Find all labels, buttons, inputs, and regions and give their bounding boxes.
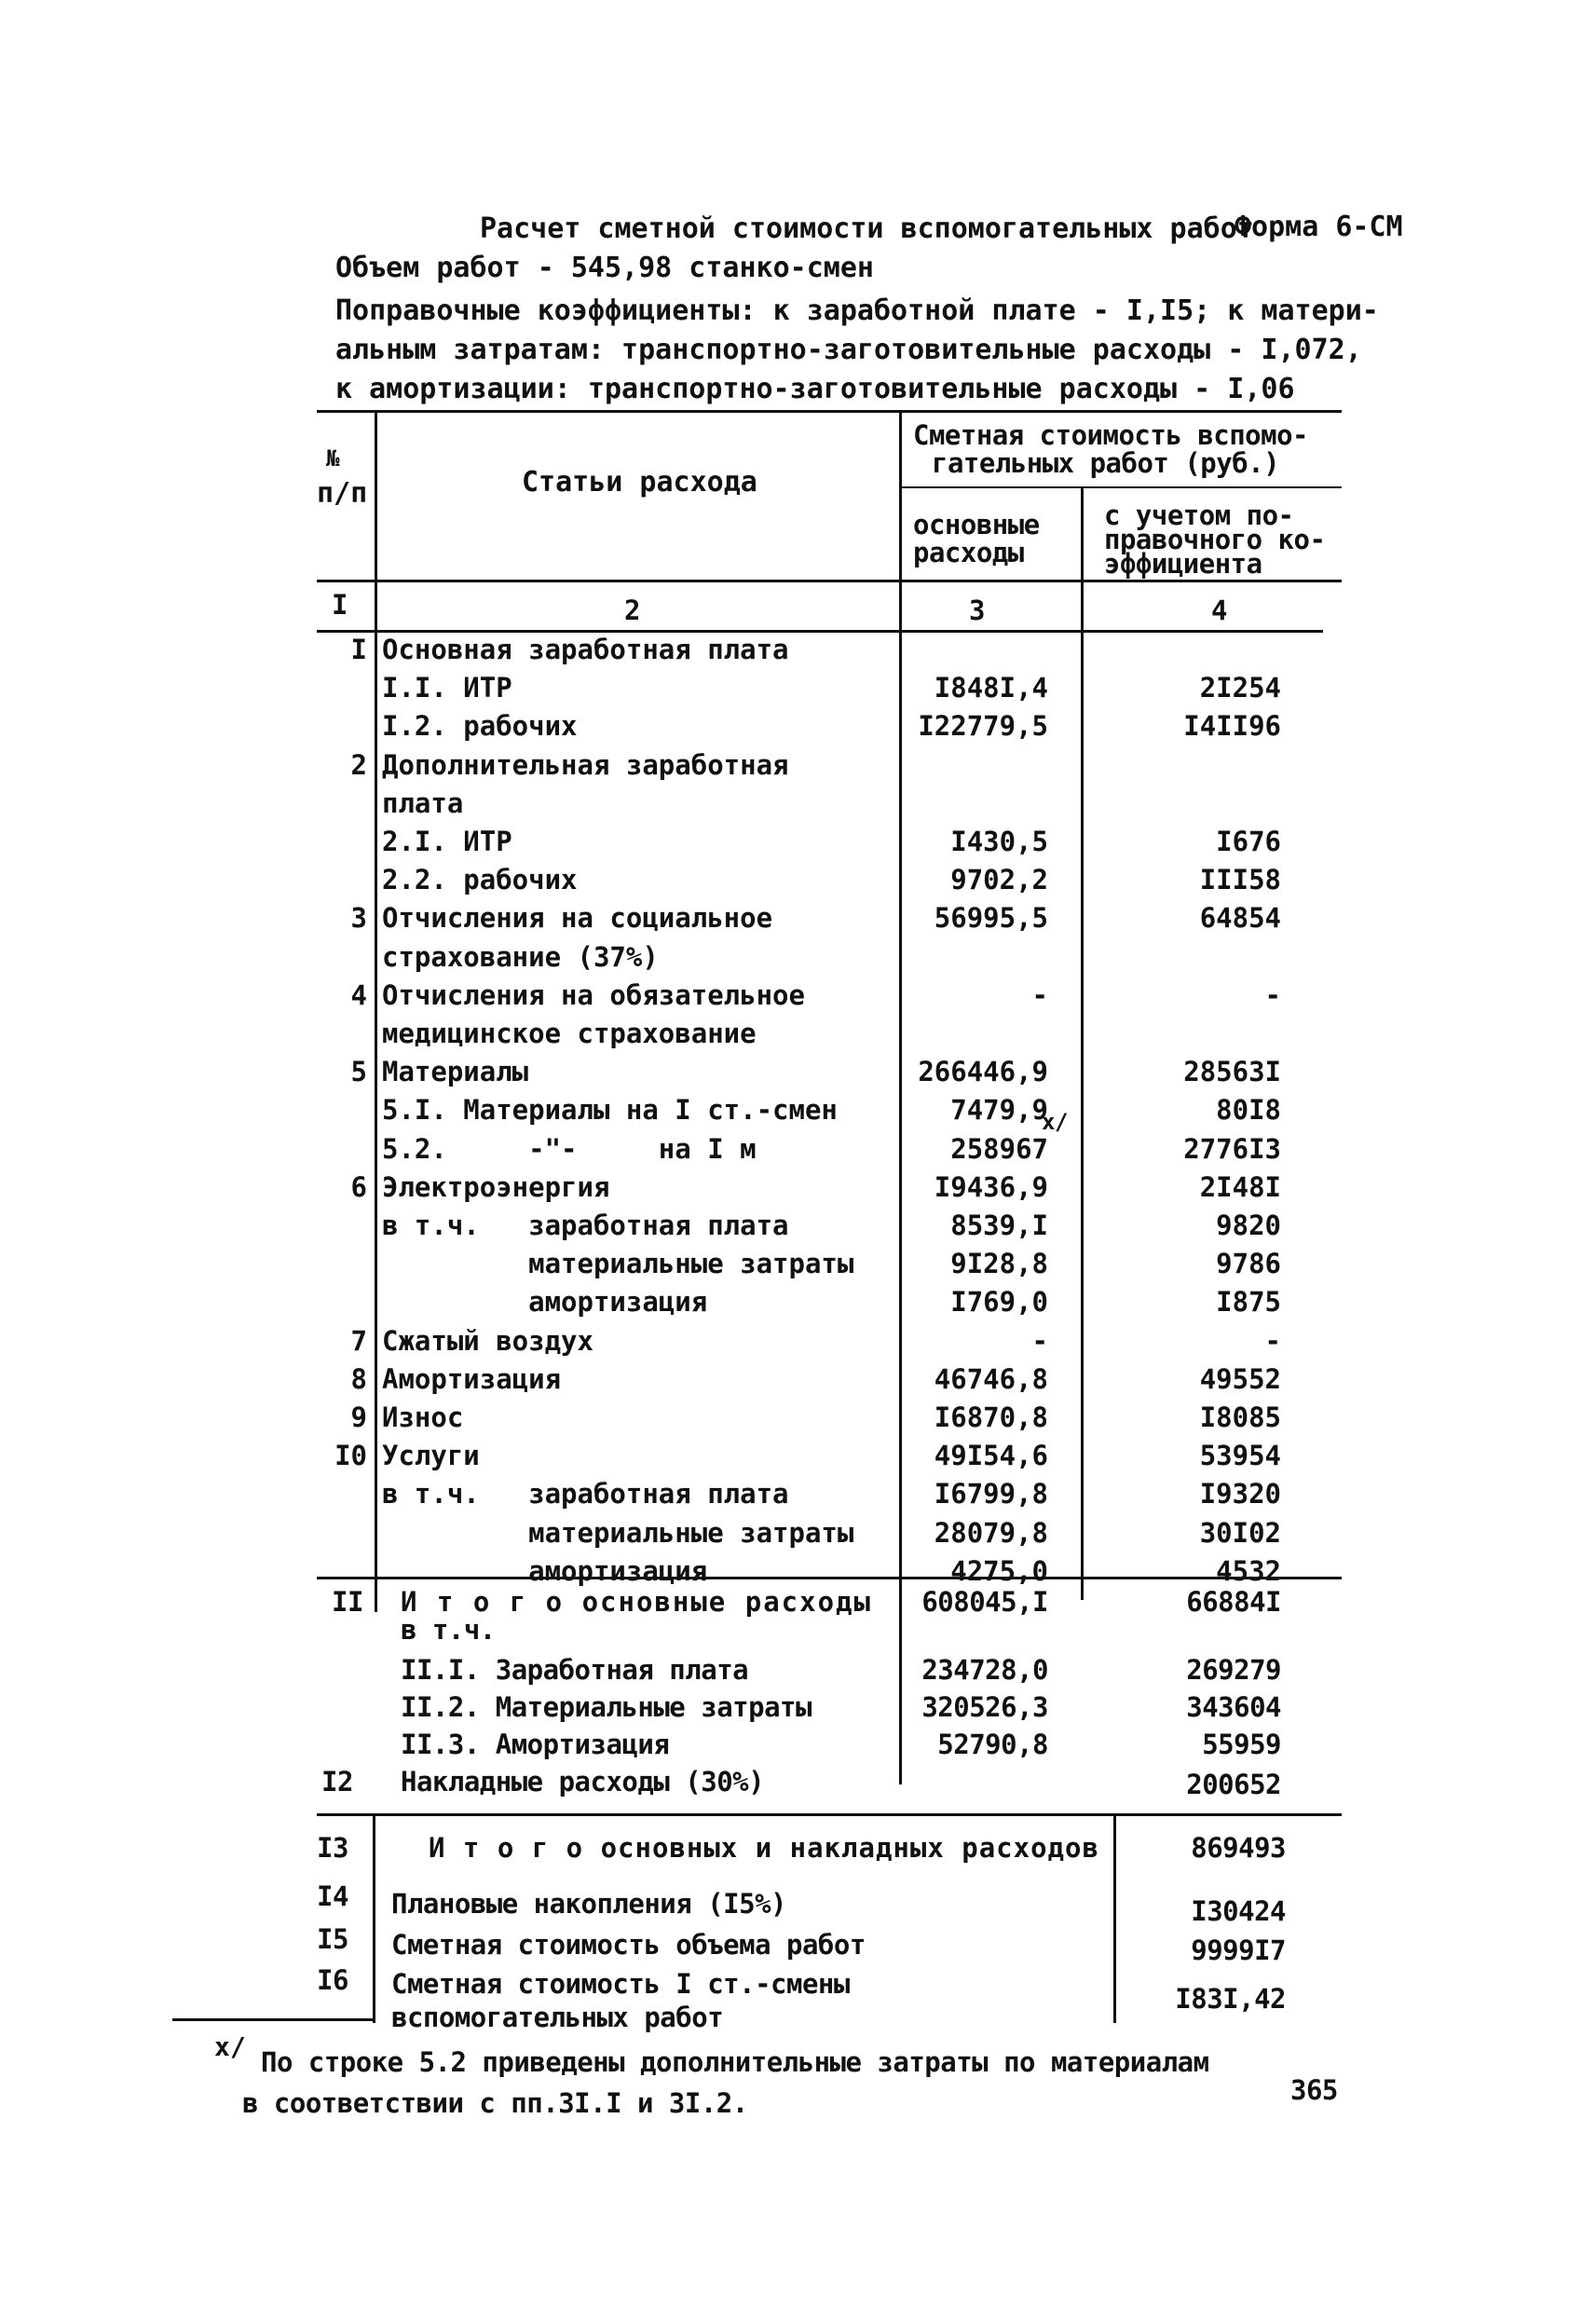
total-depreciation-v3: 52790,8 — [937, 1729, 1048, 1760]
summary-15-num: I5 — [317, 1923, 348, 1955]
row-base-cost: 28079,8 — [934, 1517, 1048, 1549]
row-adjusted-cost: 30I02 — [1199, 1517, 1281, 1549]
table-row — [0, 979, 1596, 1013]
table-row — [0, 1440, 1596, 1473]
row-item-name: медицинское страхование — [382, 1018, 757, 1049]
row-item-name: Отчисления на социальное — [382, 902, 773, 934]
row-item-name: материальные затраты — [382, 1248, 854, 1279]
row-number: 7 — [350, 1325, 367, 1357]
table-row — [0, 749, 1596, 783]
row-item-name: материальные затраты — [382, 1517, 854, 1549]
summary-14-value: I30424 — [1191, 1895, 1286, 1927]
row-adjusted-cost: I4II96 — [1183, 710, 1281, 742]
table-row — [0, 1286, 1596, 1319]
row-adjusted-cost: 64854 — [1199, 902, 1281, 934]
overhead-v4: 200652 — [1186, 1769, 1281, 1800]
row-item-name: Амортизация — [382, 1363, 562, 1395]
col3-header-line2: расходы — [913, 537, 1024, 568]
row-item-name: амортизация — [382, 1286, 708, 1318]
row-adjusted-cost: 2I254 — [1199, 672, 1281, 704]
table-row — [0, 1325, 1596, 1359]
table-row — [0, 826, 1596, 859]
row-item-name: Основная заработная плата — [382, 634, 789, 665]
row-number: 2 — [350, 749, 367, 781]
table-row — [0, 1363, 1596, 1397]
row-item-name: 2.2. рабочих — [382, 864, 578, 895]
table-row — [0, 710, 1596, 744]
coef-line-3: к амортизации: транспортно-заготовительные расходы - I,06 — [335, 373, 1295, 405]
header-bottom-border — [317, 580, 1342, 582]
row-base-cost: 49I54,6 — [934, 1440, 1048, 1471]
row-base-cost: 46746,8 — [934, 1363, 1048, 1395]
total-v4: 66884I — [1186, 1586, 1281, 1618]
total-wages-label: II.I. Заработная плата — [401, 1654, 749, 1686]
total-materials-v4: 343604 — [1186, 1691, 1281, 1723]
total-v3: 608045,I — [921, 1586, 1048, 1618]
total-depreciation-label: II.3. Амортизация — [401, 1729, 670, 1760]
row-adjusted-cost: 28563I — [1183, 1056, 1281, 1087]
table-row — [0, 787, 1596, 821]
total-label: И т о г о основные расходы — [401, 1586, 872, 1618]
table-row — [0, 1056, 1596, 1089]
group-header-line1: Сметная стоимость вспомо- — [913, 419, 1308, 451]
items-header: Статьи расхода — [522, 466, 757, 499]
summary-16-label-2: вспомогательных работ — [391, 2002, 724, 2033]
footnote-mark: x/ — [214, 2031, 246, 2062]
index-col4: 4 — [1211, 595, 1227, 626]
total-materials-label: II.2. Материальные затраты — [401, 1691, 812, 1723]
summary-bottom-border — [172, 2018, 373, 2021]
row-base-cost: 9I28,8 — [950, 1248, 1048, 1279]
row-item-name: страхование (37%) — [382, 941, 659, 973]
total-num: II — [332, 1586, 363, 1618]
group-header-divider — [899, 486, 1342, 488]
summary-16-label: Сметная стоимость I ст.-смены — [391, 1968, 850, 2000]
row-base-cost: 4275,0 — [950, 1555, 1048, 1587]
col3-header-line1: основные — [913, 509, 1040, 540]
row-number: 4 — [350, 979, 367, 1011]
row-item-name: Дополнительная заработная — [382, 749, 789, 781]
num-header: п/п — [317, 477, 368, 510]
group-header-line2: гательных работ (руб.) — [932, 447, 1280, 479]
row-item-name: 5.I. Материалы на I ст.-смен — [382, 1094, 838, 1126]
row-item-name: Сжатый воздух — [382, 1325, 593, 1357]
total-materials-v3: 320526,3 — [921, 1691, 1048, 1723]
row-base-cost: I430,5 — [950, 826, 1048, 857]
row-adjusted-cost: III58 — [1199, 864, 1281, 895]
footnote-line-1: По строке 5.2 приведены дополнительные затраты по материалам — [261, 2046, 1209, 2078]
row-adjusted-cost: I875 — [1216, 1286, 1281, 1318]
table-row — [0, 1248, 1596, 1281]
row-item-name: Износ — [382, 1401, 464, 1433]
row-adjusted-cost: 2I48I — [1199, 1171, 1281, 1203]
index-col3: 3 — [969, 595, 985, 626]
row-base-cost: I22779,5 — [918, 710, 1048, 742]
row-item-name: Услуги — [382, 1440, 480, 1471]
row-number: I — [350, 634, 367, 665]
row-adjusted-cost: 49552 — [1199, 1363, 1281, 1395]
table-row — [0, 1171, 1596, 1205]
coef-line-2: альным затратам: транспортно-заготовительные расходы - I,072, — [335, 334, 1362, 366]
row-item-name: Материалы — [382, 1056, 529, 1087]
summary-col2-divider — [1113, 1813, 1116, 2023]
summary-13-value: 869493 — [1191, 1832, 1286, 1864]
row-footnote-mark: x/ — [1042, 1109, 1068, 1135]
row-base-cost: 56995,5 — [934, 902, 1048, 934]
coef-line-1: Поправочные коэффициенты: к заработной плате - I,I5; к матери- — [335, 294, 1379, 327]
row-number: I0 — [334, 1440, 367, 1471]
table-row — [0, 941, 1596, 975]
table-row — [0, 1478, 1596, 1511]
row-base-cost: 7479,9 — [950, 1094, 1048, 1126]
col4-header-line3: эффициента — [1104, 548, 1262, 580]
form-label: Форма 6-СМ — [1235, 211, 1403, 243]
col4-header-line2: правочного ко- — [1104, 524, 1326, 555]
row-adjusted-cost: I676 — [1216, 826, 1281, 857]
summary-16-num: I6 — [317, 1964, 348, 1996]
row-adjusted-cost: 2776I3 — [1183, 1133, 1281, 1165]
row-base-cost: I6799,8 — [934, 1478, 1048, 1510]
footnote-line-2: в соответствии с пп.3I.I и 3I.2. — [242, 2087, 748, 2119]
summary-15-value: 9999I7 — [1191, 1934, 1286, 1966]
summary-13-num: I3 — [317, 1832, 348, 1864]
row-item-name: плата — [382, 787, 464, 819]
row-base-cost: I769,0 — [950, 1286, 1048, 1318]
row-adjusted-cost: 4532 — [1216, 1555, 1281, 1587]
index-col1: I — [332, 589, 348, 621]
summary-13-label: И т о г о основных и накладных расходов — [429, 1832, 1099, 1864]
summary-14-num: I4 — [317, 1880, 348, 1912]
row-base-cost: - — [1031, 1325, 1048, 1357]
row-base-cost: 266446,9 — [918, 1056, 1048, 1087]
table-row — [0, 1517, 1596, 1551]
row-item-name: I.2. рабочих — [382, 710, 578, 742]
overhead-label: Накладные расходы (30%) — [401, 1766, 765, 1797]
row-base-cost: - — [1031, 979, 1048, 1011]
index-row-border — [317, 630, 1323, 633]
row-base-cost: I9436,9 — [934, 1171, 1048, 1203]
row-item-name: амортизация — [382, 1555, 708, 1587]
table-row — [0, 1094, 1596, 1128]
row-item-name: Отчисления на обязательное — [382, 979, 805, 1011]
table-row — [0, 1555, 1596, 1589]
row-base-cost: I6870,8 — [934, 1401, 1048, 1433]
row-number: 9 — [350, 1401, 367, 1433]
index-col2: 2 — [624, 595, 640, 626]
table-top-border — [317, 410, 1342, 413]
summary-16-value: I83I,42 — [1175, 1983, 1286, 2015]
row-adjusted-cost: 80I8 — [1216, 1094, 1281, 1126]
row-base-cost: I848I,4 — [934, 672, 1048, 704]
summary-top-border — [317, 1813, 1342, 1816]
row-item-name: 5.2. -"- на I м — [382, 1133, 757, 1165]
overhead-num: I2 — [321, 1766, 353, 1797]
row-item-name: Электроэнергия — [382, 1171, 610, 1203]
row-adjusted-cost: - — [1264, 1325, 1281, 1357]
row-number: 5 — [350, 1056, 367, 1087]
table-row — [0, 1401, 1596, 1435]
total-wages-v3: 234728,0 — [921, 1654, 1048, 1686]
row-item-name: в т.ч. заработная плата — [382, 1478, 789, 1510]
row-item-name: I.I. ИТР — [382, 672, 512, 704]
row-number: 6 — [350, 1171, 367, 1203]
row-item-name: 2.I. ИТР — [382, 826, 512, 857]
col4-header-line1: с учетом по- — [1104, 499, 1294, 531]
num-symbol: № — [326, 445, 340, 472]
summary-col1-divider — [373, 1813, 375, 2023]
row-adjusted-cost: I9320 — [1199, 1478, 1281, 1510]
row-base-cost: 258967 — [950, 1133, 1048, 1165]
page-title: Расчет сметной стоимости вспомогательных работ — [480, 212, 1254, 245]
row-adjusted-cost: 9820 — [1216, 1210, 1281, 1241]
table-row — [0, 1133, 1596, 1167]
row-adjusted-cost: I8085 — [1199, 1401, 1281, 1433]
row-number: 8 — [350, 1363, 367, 1395]
page-number: 365 — [1290, 2074, 1338, 2106]
summary-15-label: Сметная стоимость объема работ — [391, 1929, 866, 1961]
table-row — [0, 864, 1596, 897]
row-adjusted-cost: - — [1264, 979, 1281, 1011]
volume-text: Объем работ - 545,98 станко-смен — [335, 252, 874, 284]
total-sub-label: в т.ч. — [401, 1614, 496, 1646]
row-adjusted-cost: 9786 — [1216, 1248, 1281, 1279]
total-wages-v4: 269279 — [1186, 1654, 1281, 1686]
table-row — [0, 1210, 1596, 1243]
row-base-cost: 8539,I — [950, 1210, 1048, 1241]
total-depreciation-v4: 55959 — [1202, 1729, 1281, 1760]
row-adjusted-cost: 53954 — [1199, 1440, 1281, 1471]
table-row — [0, 902, 1596, 936]
table-row — [0, 634, 1596, 667]
row-number: 3 — [350, 902, 367, 934]
row-item-name: в т.ч. заработная плата — [382, 1210, 789, 1241]
summary-14-label: Плановые накопления (I5%) — [391, 1888, 786, 1920]
table-row — [0, 672, 1596, 705]
table-row — [0, 1018, 1596, 1051]
row-base-cost: 9702,2 — [950, 864, 1048, 895]
